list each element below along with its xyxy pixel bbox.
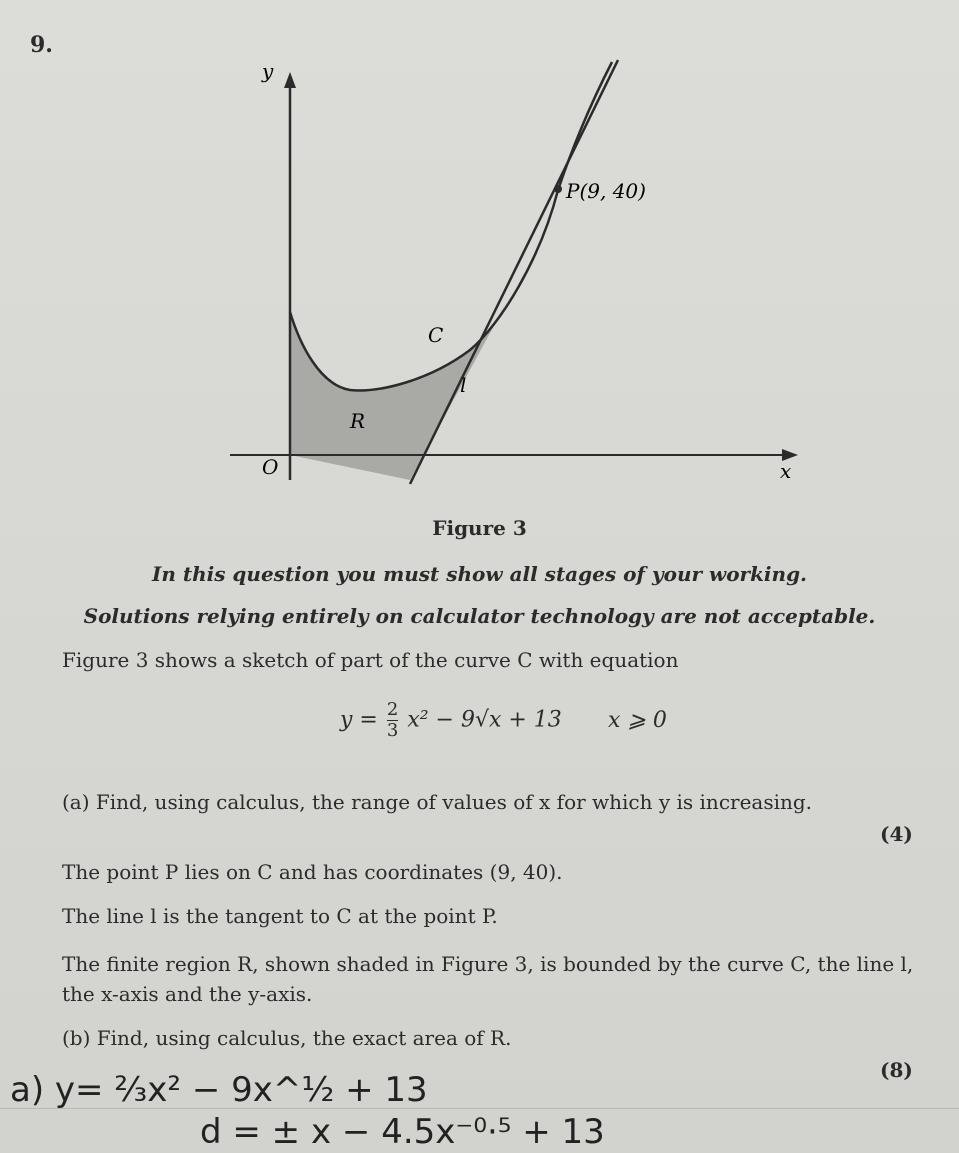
curve-c-label: C	[428, 323, 444, 347]
region-text-1: The finite region R, shown shaded in Figure 3, is bounded by the curve C, the line l,	[62, 952, 914, 976]
part-b-marks: (8)	[880, 1058, 913, 1082]
line-l-text: The line l is the tangent to C at the point P.	[62, 904, 498, 928]
figure-3-sketch	[0, 0, 959, 510]
y-axis-label: y	[262, 59, 274, 83]
point-p-text: The point P lies on C and has coordinates (9, 40).	[62, 860, 563, 884]
origin-label: O	[262, 455, 279, 479]
instruction-line-2: Solutions relying entirely on calculator technology are not acceptable.	[83, 604, 876, 628]
equation-rest: x² − 9√x + 13	[407, 707, 562, 733]
question-number: 9.	[30, 32, 53, 58]
curve-equation	[340, 700, 562, 741]
y-axis-arrow	[284, 72, 296, 88]
handwritten-line-2: d = ± x − 4.5x⁻⁰·⁵ + 13	[200, 1112, 605, 1152]
x-axis-label: x	[780, 459, 792, 483]
line-l-label: l	[460, 373, 467, 397]
region-text-2: the x-axis and the y-axis.	[62, 982, 313, 1006]
tangent-line-l	[410, 60, 618, 484]
part-a-marks: (4)	[880, 822, 913, 846]
intro-text: Figure 3 shows a sketch of part of the curve C with equation	[62, 648, 679, 672]
curve-c	[290, 62, 612, 390]
figure-caption: Figure 3	[432, 516, 527, 540]
equation-fraction	[387, 700, 398, 741]
region-r-label: R	[350, 409, 366, 433]
fraction-numerator: 2	[386, 699, 399, 720]
shaded-region-r	[290, 300, 508, 480]
part-a-text: (a) Find, using calculus, the range of values of x for which y is increasing.	[62, 790, 813, 814]
point-p-marker	[554, 185, 562, 193]
part-b-text: (b) Find, using calculus, the exact area of R.	[62, 1026, 512, 1050]
handwritten-line-1: a) y= ²⁄₃x² − 9x^½ + 13	[10, 1070, 428, 1110]
fraction-denominator: 3	[386, 720, 399, 741]
equation-lhs: y =	[340, 707, 378, 733]
instruction-line-1: In this question you must show all stages of your working.	[151, 562, 808, 586]
equation-condition: x ⩾ 0	[608, 708, 667, 733]
point-p-label: P(9, 40)	[566, 179, 646, 203]
